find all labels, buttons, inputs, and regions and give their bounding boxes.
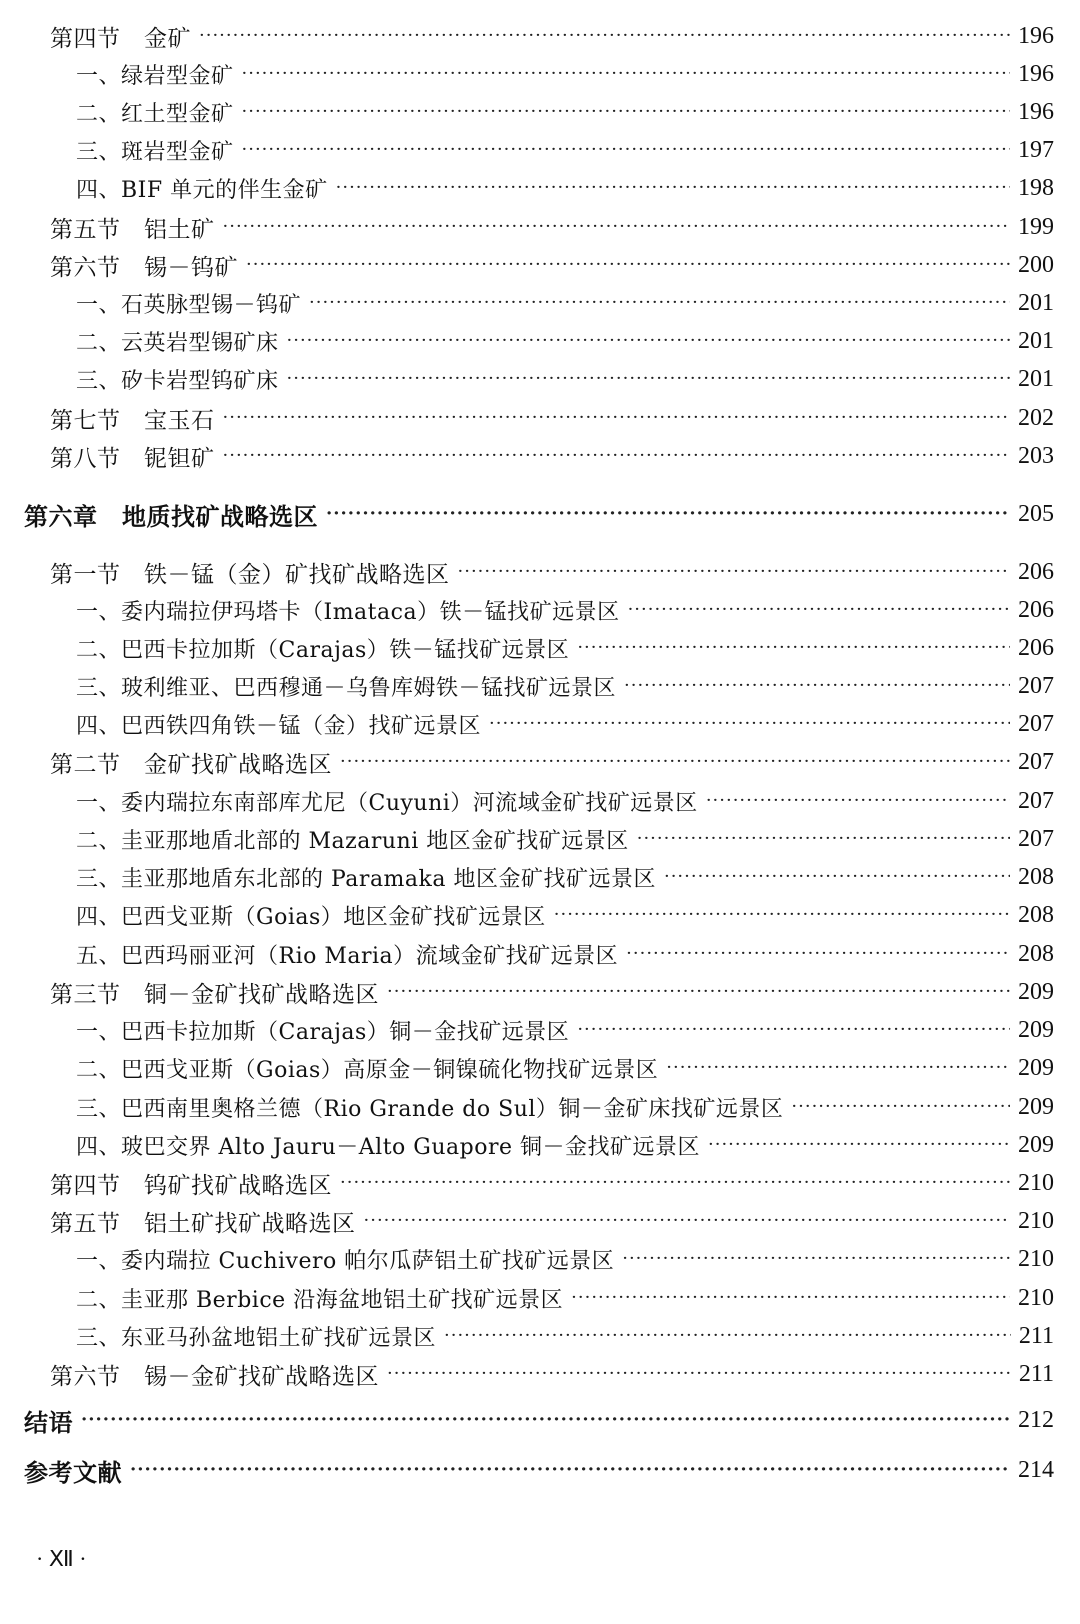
dot-leader [242, 134, 1010, 166]
dot-leader [577, 1014, 1010, 1046]
toc-subsection-entry [76, 1091, 1054, 1123]
toc-entry-title: 四、BIF 单元的伴生金矿 [76, 177, 328, 203]
dot-leader [791, 1091, 1010, 1123]
toc-chapter-entry [24, 1404, 1054, 1436]
dot-leader [624, 670, 1010, 702]
dot-leader [81, 1404, 1010, 1436]
dot-leader [340, 746, 1010, 778]
toc-entry-title: 二、巴西戈亚斯（Goias）高原金－铜镍硫化物找矿远景区 [76, 1057, 659, 1083]
toc-subsection-entry [76, 1243, 1054, 1275]
toc-entry-title: 二、巴西卡拉加斯（Carajas）铁－锰找矿远景区 [76, 637, 570, 663]
toc-page-number: 209 [1018, 1131, 1054, 1158]
toc-section-entry [50, 1205, 1054, 1237]
toc-section-entry [50, 20, 1054, 52]
dot-leader [326, 498, 1010, 530]
dot-leader [223, 402, 1011, 434]
toc-page-number: 201 [1018, 289, 1054, 316]
toc-subsection-entry [76, 938, 1054, 970]
toc-page-number: 200 [1018, 251, 1054, 278]
toc-page-number: 212 [1018, 1406, 1054, 1433]
toc-page-number: 209 [1018, 1054, 1054, 1081]
toc-subsection-entry [76, 134, 1054, 166]
toc-entry-title: 第八节 铌钽矿 [50, 445, 215, 472]
dot-leader [571, 1282, 1010, 1314]
toc-section-entry [50, 1167, 1054, 1199]
toc-page-number: 208 [1018, 901, 1054, 928]
toc-entry-title: 二、云英岩型锡矿床 [76, 330, 279, 356]
toc-page-number: 209 [1018, 1016, 1054, 1043]
toc-page-number: 206 [1018, 634, 1054, 661]
toc-page-number: 209 [1018, 1093, 1054, 1120]
toc-entry-title: 四、巴西铁四角铁－锰（金）找矿远景区 [76, 713, 482, 739]
toc-entry-title: 结语 [24, 1407, 73, 1437]
toc-entry-title: 三、圭亚那地盾东北部的 Paramaka 地区金矿找矿远景区 [76, 866, 656, 892]
toc-subsection-entry [76, 1129, 1054, 1161]
toc-entry-title: 第三节 铜－金矿找矿战略选区 [50, 981, 379, 1008]
toc-page-number: 207 [1018, 748, 1054, 775]
toc-page-number: 209 [1018, 978, 1054, 1005]
toc-page-number: 196 [1018, 60, 1054, 87]
dot-leader [489, 708, 1010, 740]
toc-subsection-entry [76, 670, 1054, 702]
toc-subsection-entry [76, 325, 1054, 357]
toc-page-number: 210 [1018, 1207, 1054, 1234]
toc-entry-title: 三、巴西南里奥格兰德（Rio Grande do Sul）铜－金矿床找矿远景区 [76, 1096, 784, 1122]
toc-subsection-entry [76, 708, 1054, 740]
toc-subsection-entry [76, 594, 1054, 626]
toc-subsection-entry [76, 58, 1054, 90]
toc-entry-title: 一、石英脉型锡－钨矿 [76, 292, 302, 318]
toc-entry-title: 二、圭亚那 Berbice 沿海盆地铝土矿找矿远景区 [76, 1287, 564, 1313]
dot-leader [666, 1052, 1010, 1084]
dot-leader [340, 1167, 1010, 1199]
dot-leader [242, 96, 1010, 128]
toc-subsection-entry [76, 632, 1054, 664]
toc-subsection-entry [76, 363, 1054, 395]
toc-page-number: 210 [1018, 1169, 1054, 1196]
toc-entry-title: 一、委内瑞拉伊玛塔卡（Imataca）铁－锰找矿远景区 [76, 599, 620, 625]
toc-chapter-entry [24, 1454, 1054, 1486]
toc-subsection-entry [76, 823, 1054, 855]
toc-subsection-entry [76, 785, 1054, 817]
dot-leader [223, 440, 1011, 472]
toc-section-entry [50, 402, 1054, 434]
dot-leader [664, 861, 1010, 893]
dot-leader [223, 211, 1011, 243]
dot-leader [336, 172, 1010, 204]
toc-entry-title: 三、玻利维亚、巴西穆通－乌鲁库姆铁－锰找矿远景区 [76, 675, 617, 701]
toc-entry-title: 三、斑岩型金矿 [76, 139, 234, 165]
toc-subsection-entry [76, 899, 1054, 931]
toc-entry-title: 四、玻巴交界 Alto Jauru－Alto Guapore 铜－金找矿远景区 [76, 1134, 701, 1160]
dot-leader [387, 1358, 1011, 1390]
dot-leader [458, 556, 1011, 588]
toc-entry-title: 第六章 地质找矿战略选区 [24, 501, 318, 531]
toc-page-number: 208 [1018, 940, 1054, 967]
toc-entry-title: 第五节 铝土矿 [50, 216, 215, 243]
toc-entry-title: 三、东亚马孙盆地铝土矿找矿远景区 [76, 1325, 437, 1351]
toc-page-number: 196 [1018, 22, 1054, 49]
dot-leader [242, 58, 1010, 90]
dot-leader [364, 1205, 1011, 1237]
toc-page-number: 210 [1018, 1245, 1054, 1272]
dot-leader [622, 1243, 1010, 1275]
dot-leader [628, 594, 1010, 626]
toc-page-number: 211 [1018, 1360, 1054, 1387]
dot-leader [626, 938, 1010, 970]
toc-section-entry [50, 976, 1054, 1008]
toc-page-number: 202 [1018, 404, 1054, 431]
toc-entry-title: 第七节 宝玉石 [50, 407, 215, 434]
toc-entry-title: 一、委内瑞拉东南部库尤尼（Cuyuni）河流域金矿找矿远景区 [76, 790, 698, 816]
dot-leader [199, 20, 1010, 52]
toc-section-entry [50, 1358, 1054, 1390]
toc-entry-title: 二、红土型金矿 [76, 101, 234, 127]
toc-entry-title: 第六节 锡－钨矿 [50, 254, 238, 281]
toc-page-number: 201 [1018, 327, 1054, 354]
toc-page-number: 210 [1018, 1284, 1054, 1311]
dot-leader [287, 325, 1010, 357]
dot-leader [287, 363, 1010, 395]
dot-leader [706, 785, 1010, 817]
toc-entry-title: 三、矽卡岩型钨矿床 [76, 368, 279, 394]
toc-subsection-entry [76, 1052, 1054, 1084]
toc-entry-title: 第四节 金矿 [50, 25, 191, 52]
toc-subsection-entry [76, 1320, 1054, 1352]
toc-entry-title: 五、巴西玛丽亚河（Rio Maria）流域金矿找矿远景区 [76, 943, 619, 969]
toc-entry-title: 一、委内瑞拉 Cuchivero 帕尔瓜萨铝土矿找矿远景区 [76, 1248, 615, 1274]
toc-subsection-entry [76, 172, 1054, 204]
toc-page-number: 199 [1018, 213, 1054, 240]
toc-page-number: 207 [1018, 825, 1054, 852]
toc-entry-title: 第一节 铁－锰（金）矿找矿战略选区 [50, 561, 450, 588]
toc-entry-title: 一、巴西卡拉加斯（Carajas）铜－金找矿远景区 [76, 1019, 570, 1045]
toc-page-number: 198 [1018, 174, 1054, 201]
dot-leader [246, 249, 1010, 281]
toc-page-number: 207 [1018, 672, 1054, 699]
toc-page-number: 196 [1018, 98, 1054, 125]
toc-section-entry [50, 746, 1054, 778]
toc-entry-title: 第四节 钨矿找矿战略选区 [50, 1172, 332, 1199]
dot-leader [554, 899, 1010, 931]
toc-subsection-entry [76, 287, 1054, 319]
toc-section-entry [50, 211, 1054, 243]
dot-leader [444, 1320, 1011, 1352]
toc-page-number: 205 [1018, 500, 1054, 527]
toc-entry-title: 二、圭亚那地盾北部的 Mazaruni 地区金矿找矿远景区 [76, 828, 629, 854]
toc-page-number: 208 [1018, 863, 1054, 890]
page-folio: · Ⅻ · [36, 1546, 87, 1571]
toc-page-number: 207 [1018, 710, 1054, 737]
dot-leader [637, 823, 1010, 855]
toc-page-number: 201 [1018, 365, 1054, 392]
toc-entry-title: 参考文献 [24, 1457, 122, 1487]
dot-leader [387, 976, 1010, 1008]
toc-page-number: 206 [1018, 558, 1054, 585]
toc-page-number: 203 [1018, 442, 1054, 469]
toc-entry-title: 第二节 金矿找矿战略选区 [50, 751, 332, 778]
toc-subsection-entry [76, 1282, 1054, 1314]
dot-leader [130, 1454, 1010, 1486]
toc-subsection-entry [76, 861, 1054, 893]
toc-page-number: 206 [1018, 596, 1054, 623]
toc-entry-title: 第六节 锡－金矿找矿战略选区 [50, 1363, 379, 1390]
toc-page-number: 214 [1018, 1456, 1054, 1483]
toc-section-entry [50, 440, 1054, 472]
toc-entry-title: 第五节 铝土矿找矿战略选区 [50, 1210, 356, 1237]
dot-leader [708, 1129, 1010, 1161]
toc-chapter-entry [24, 498, 1054, 530]
toc-entry-title: 四、巴西戈亚斯（Goias）地区金矿找矿远景区 [76, 904, 546, 930]
dot-leader [577, 632, 1010, 664]
toc-page-number: 207 [1018, 787, 1054, 814]
toc-page-number: 211 [1018, 1322, 1054, 1349]
toc-section-entry [50, 249, 1054, 281]
toc-section-entry [50, 556, 1054, 588]
toc-page-number: 197 [1018, 136, 1054, 163]
dot-leader [309, 287, 1010, 319]
toc-subsection-entry [76, 1014, 1054, 1046]
toc-entry-title: 一、绿岩型金矿 [76, 63, 234, 89]
toc-subsection-entry [76, 96, 1054, 128]
